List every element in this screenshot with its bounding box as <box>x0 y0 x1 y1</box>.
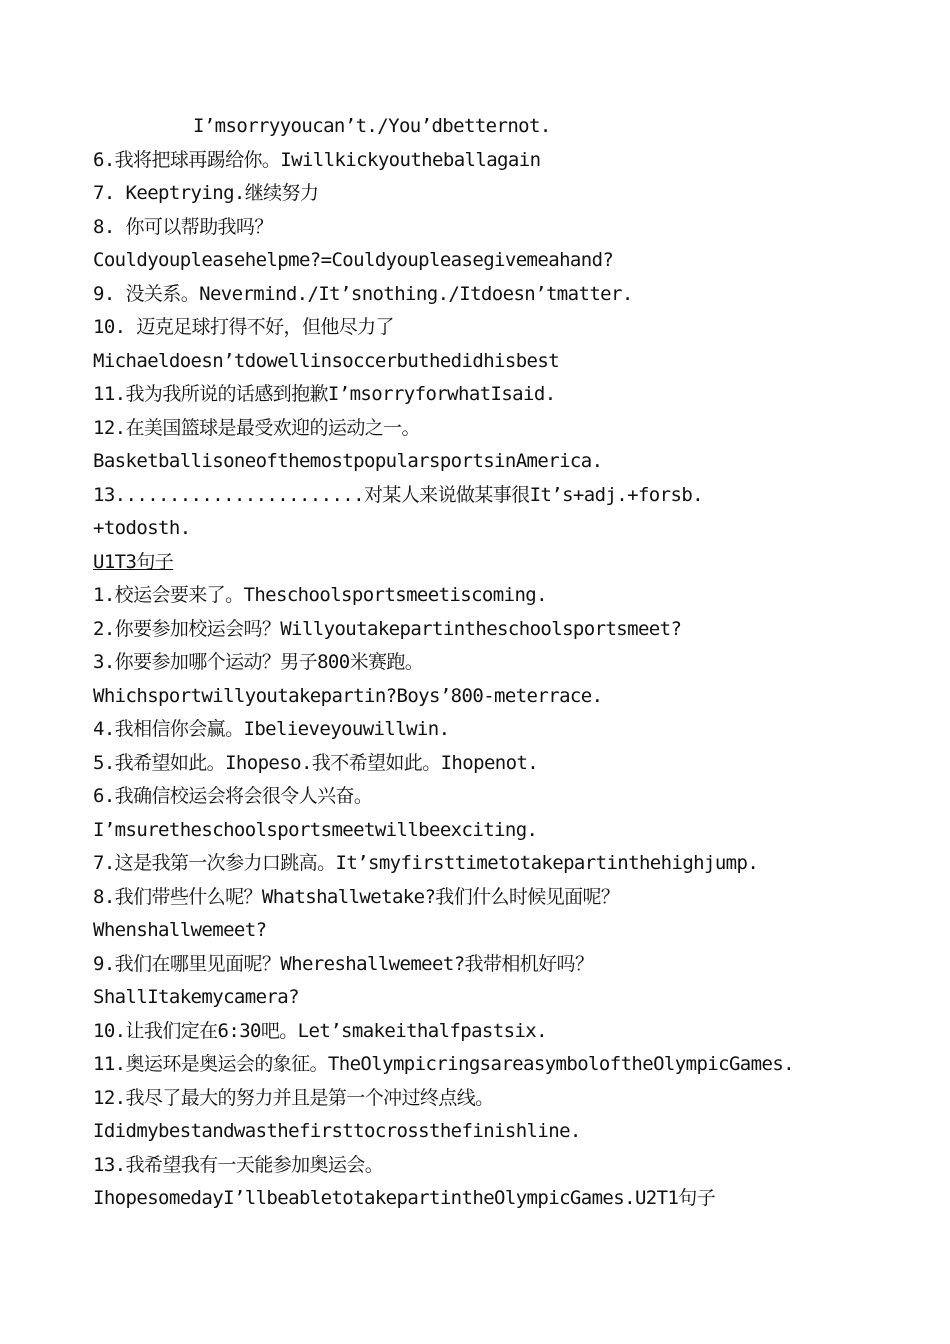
text-line: 12.我尽了最大的努力并且是第一个冲过终点线。 <box>93 1086 494 1109</box>
text-line: 10. 迈克足球打得不好，但他尽力了 <box>93 316 394 338</box>
section-heading: U1T3句子 <box>93 550 174 573</box>
text-line: 5.我希望如此。Ihopeso.我不希望如此。Ihopenot. <box>93 751 539 774</box>
text-line: 9.我们在哪里见面呢？Whereshallwemeet?我带相机好吗？ <box>93 952 594 975</box>
text-line: 11.我为我所说的话感到抱歉I’msorryforwhatIsaid. <box>93 383 556 405</box>
text-line: BasketballisoneofthemostpopularsportsinAmerica. <box>93 450 603 472</box>
text-line: Michaeldoesn’tdowellinsoccerbuthedidhisbest <box>93 349 560 372</box>
text-line: 6.我确信校运会将会很令人兴奋。 <box>93 785 373 807</box>
document-body <box>93 110 913 1216</box>
text-line: 9. 没关系。Nevermind./It’snothing./Itdoesn’tmatter. <box>93 282 633 305</box>
text-line: 8. 你可以帮助我吗？ <box>93 215 273 238</box>
text-line: +todosth. <box>93 517 191 539</box>
text-line: ShallItakemycamera? <box>93 986 299 1008</box>
text-line: 10.让我们定在6:30吧。Let’smakeithalfpastsix. <box>93 1019 547 1042</box>
text-line: IhopesomedayI’llbeabletotakepartintheOlympicGames.U2T1句子 <box>93 1187 716 1209</box>
text-line: I’msuretheschoolsportsmeetwillbeexciting. <box>93 818 538 841</box>
text-line: Whichsportwillyoutakepartin?Boys’800-meterrace. <box>93 684 603 707</box>
text-line: 13.我希望我有一天能参加奥运会。 <box>93 1153 384 1176</box>
text-line: Whenshallwemeet? <box>93 919 267 941</box>
text-line: 13.......................对某人来说做某事很It’s+adj.+forsb. <box>93 483 703 506</box>
text-line: 8.我们带些什么呢？Whatshallwetake?我们什么时候见面呢？ <box>93 885 620 908</box>
text-line: 11.奥运环是奥运会的象征。TheOlympicringsareasymboloftheOlympicGames. <box>93 1053 794 1075</box>
text-line: 4.我相信你会赢。Ibelieveyouwillwin. <box>93 718 450 740</box>
text-line: I’msorryyoucan’t./You’dbetternot. <box>193 115 551 137</box>
text-line: 2.你要参加校运会吗？Willyoutakepartintheschoolsportsmeet? <box>93 617 682 640</box>
text-line: 6.我将把球再踢给你。Iwillkickyoutheballagain <box>93 148 541 171</box>
text-line: Ididmybestandwasthefirsttocrossthefinishline. <box>93 1120 581 1142</box>
text-line: 12.在美国篮球是最受欢迎的运动之一。 <box>93 416 420 439</box>
text-line: 7. Keeptrying.继续努力 <box>93 182 319 204</box>
text-line: 1.校运会要来了。Theschoolsportsmeetiscoming. <box>93 584 547 606</box>
text-line: Couldyoupleasehelpme?=Couldyoupleasegivemeahand? <box>93 249 614 271</box>
text-line: 3.你要参加哪个运动？男子800米赛跑。 <box>93 651 424 673</box>
text-line: 7.这是我第一次参力口跳高。It’smyfirsttimetotakepartinthehighjump. <box>93 852 759 874</box>
